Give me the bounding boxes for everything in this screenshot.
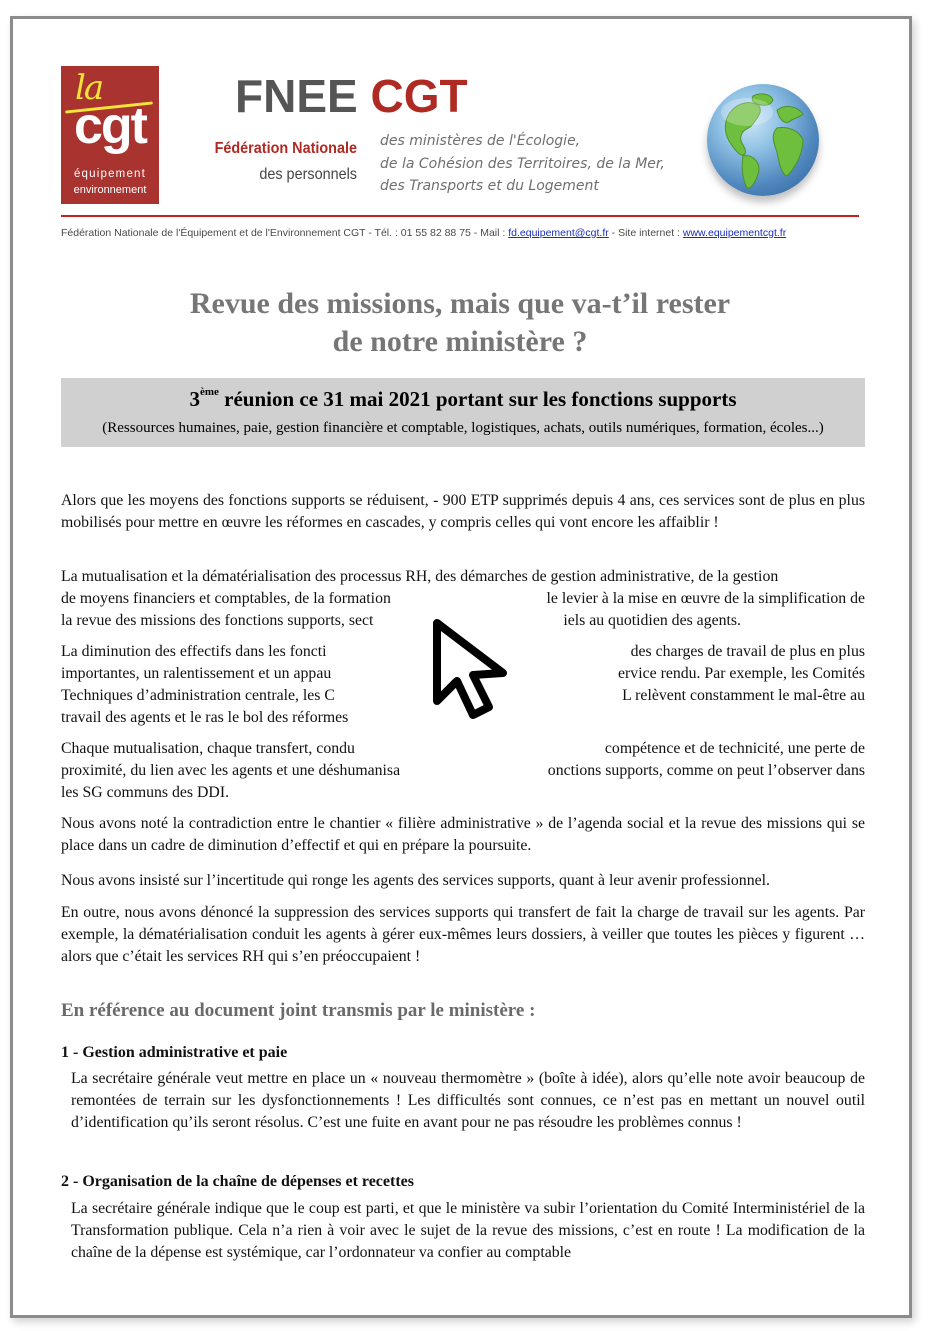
fragment: proximité, du lien avec les agents et une déshumanisa	[61, 762, 401, 779]
paragraph-4-line-2	[61, 760, 865, 782]
contact-prefix: Fédération Nationale de l'Équipement et de l'Environnement CGT - Tél. : 01 55 82 88 75 - Mail :	[61, 227, 509, 239]
ministries-line: de la Cohésion des Territoires, de la Mer,	[380, 155, 665, 172]
email-link[interactable]: fd.equipement@cgt.fr	[508, 227, 609, 239]
contact-line	[61, 227, 786, 239]
section-1-text: La secrétaire générale veut mettre en place un « nouveau thermomètre » (boîte à idée), alors qu’elle note avoir beaucoup de remontées de terrain sur les dysfonctionnements ! Les difficultés sont connues, ce n’est pas en mettant un nouvel outil d’identification qu’ils seront résolus. C’est une fuite en avant pour ne pas résoudre les problèmes connus !	[71, 1070, 865, 1131]
paragraph-2-line-1: La mutualisation et la dématérialisation des processus RH, des démarches de gestion administrative, de la gestion	[61, 568, 779, 585]
federation-line-1: Fédération Nationale	[214, 140, 357, 157]
logo-la-text: la	[75, 68, 103, 108]
mouse-pointer-icon	[431, 617, 515, 721]
fragment: le levier à la mise en œuvre de la simplification de	[546, 590, 865, 607]
logo-cgt-text: cgt	[74, 97, 146, 155]
federation-line-2: des personnels	[259, 166, 357, 183]
fragment: de moyens financiers et comptables, de la formation	[61, 590, 391, 607]
banner-subtitle: (Ressources humaines, paie, gestion financière et comptable, logistiques, achats, outils numériques, formation, écoles...)	[102, 420, 824, 436]
paragraph-1: Alors que les moyens des fonctions supports se réduisent, - 900 ETP supprimés depuis 4 ans, ces services sont de plus en plus mobilisés pour mettre en œuvre les réformes en cascades, y compris celles qui vont encore les affaiblir !	[61, 492, 865, 531]
brand-fnee: FNEE	[235, 70, 358, 122]
paragraph-4	[61, 738, 865, 804]
contact-middle: - Site internet :	[608, 227, 683, 239]
ministries-line: des Transports et du Logement	[380, 178, 599, 194]
paragraph-6: Nous avons insisté sur l’incertitude qui ronge les agents des services supports, quant à leur avenir professionnel.	[61, 872, 770, 889]
website-link[interactable]: www.equipementcgt.fr	[682, 227, 787, 239]
paragraph-5: Nous avons noté la contradiction entre le chantier « filière administrative » de l’agenda social et la revue des missions qui se place dans un cadre de diminution d’effectif et qui en prépare la poursuite.	[61, 815, 865, 854]
fragment: travail des agents et le ras le bol des réformes	[61, 709, 349, 726]
fragment: les SG communs des DDI.	[61, 784, 230, 801]
fragment: la revue des missions des fonctions supports, sect	[61, 612, 374, 629]
fragment: des charges de travail de plus en plus	[630, 643, 865, 660]
banner-title	[61, 387, 865, 412]
globe-icon	[707, 84, 819, 196]
page-title	[61, 285, 859, 361]
paragraph-2-line-2	[61, 588, 865, 610]
banner-ordinal-suffix: ème	[199, 386, 219, 398]
cgt-logo	[61, 66, 159, 204]
brand-cgt: CGT	[370, 70, 468, 122]
fragment: Chaque mutualisation, chaque transfert, condu	[61, 740, 355, 757]
section-2-title: 2 - Organisation de la chaîne de dépenses et recettes	[61, 1173, 414, 1190]
fragment: importantes, un ralentissement et un appau	[61, 665, 332, 682]
fragment: compétence et de technicité, une perte de	[604, 740, 865, 757]
header-divider	[61, 215, 859, 217]
fragment: ervice rendu. Par exemple, les Comités	[618, 665, 865, 682]
title-line-1: Revue des missions, mais que va-t’il rester	[189, 287, 731, 320]
paragraph-7: En outre, nous avons dénoncé la suppression des services supports qui transfert de fait la charge de travail sur les agents. Par exemple, la dématérialisation conduit les agents à gérer eux-mêmes leurs dossiers, à veiller que toutes les pièces y figurent … alors que c’était les services RH qui s’en préoccupaient !	[61, 904, 865, 965]
meeting-banner	[61, 378, 865, 447]
logo-subtitle-1: équipement	[73, 168, 147, 180]
section-1-title: 1 - Gestion administrative et paie	[61, 1044, 288, 1061]
fragment: iels au quotidien des agents.	[563, 612, 741, 629]
paragraph-4-line-3	[61, 782, 865, 804]
fragment: Techniques d’administration centrale, les C	[61, 687, 335, 704]
ministries-line: des ministères de l'Écologie,	[380, 133, 581, 149]
banner-ordinal: 3	[189, 387, 200, 411]
fragment: L relèvent constamment le mal-être au	[622, 687, 865, 704]
logo-subtitle-2: environnement	[73, 184, 147, 196]
reference-heading: En référence au document joint transmis par le ministère :	[61, 1000, 536, 1021]
paragraph-4-line-1	[61, 738, 865, 760]
section-2-text: La secrétaire générale indique que le coup est parti, et que le ministère va subir l’orientation du Comité Interministériel de la Transformation publique. Cela n’a rien à voir avec le sujet de la revue des missions, c’est en route ! La modification de la chaîne de la dépense est systémique, car l’ordonnateur va confier au comptable	[71, 1200, 865, 1261]
fragment: onctions supports, comme on peut l’observer dans	[547, 762, 865, 779]
ministries-block	[380, 130, 665, 198]
fragment: La diminution des effectifs dans les foncti	[61, 643, 327, 660]
banner-title-text: réunion ce 31 mai 2021 portant sur les fonctions supports	[218, 387, 737, 411]
title-line-2: de notre ministère ?	[332, 325, 588, 358]
brand-name	[235, 71, 468, 121]
